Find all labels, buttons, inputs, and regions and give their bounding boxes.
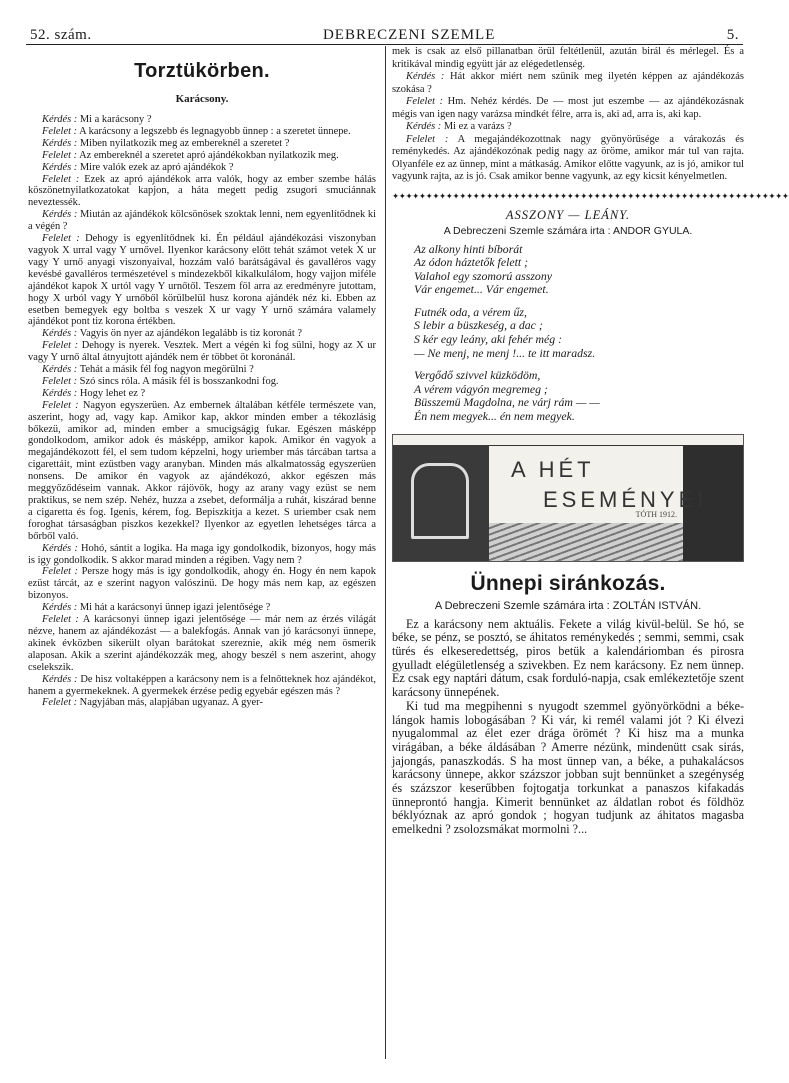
speaker-label: Kérdés :	[42, 673, 78, 685]
dialogue-paragraph	[28, 162, 376, 174]
dialogue-text: A karácsonyi ünnep igazi jelentősége — már nem az érzés világát nézve, hanem az ajándékozást — a balekfogás. Annak van jó karácsonyi ünnepe, akinek évközben sikerült olyan barátokat szereznie, akik még nem ösmerik alaposan. Akik a szerint ajándékozzák meg, ahogy beszél s nem aszerint, ahogy cselekszik.	[28, 614, 376, 673]
dialogue-text: Persze hogy más is igy gondolkodik, ahogy én. Hogy én nem kapok ezüst tárcát, az e szerint nagyon valószinü. De hogy más nem kap, az egészen bizonyos.	[28, 566, 376, 602]
dialogue-text: A megajándékozottnak nagy gyönyörűsége a várakozás és reménykedés. Az ajándékozónak pedig nagy az öröme, amikor már tul van rajta. Olyanféle ez az ünnep, mint a mátkaság. Amikor előtte vagyunk, az is jó, amikor tul vagyunk rajta, az is jó. Csak amikor benne vagyunk, az egy kicsit kényelmetlen.	[392, 133, 744, 182]
speaker-label: Felelet :	[42, 173, 80, 185]
article2-byline: A Debreczeni Szemle számára irta : ZOLTÁN ISTVÁN.	[434, 599, 702, 612]
poem-line: Az alkony hinti bíborát	[414, 241, 523, 256]
speaker-label: Felelet :	[42, 375, 78, 387]
dialogue-body-continued	[392, 71, 744, 184]
dialogue-paragraph	[28, 114, 376, 126]
dialogue-paragraph	[28, 174, 376, 210]
header-rule	[26, 44, 743, 45]
dialogue-paragraph	[392, 71, 744, 96]
dialogue-text: Nagyjában más, alapjában ugyanaz. A gyer-	[77, 697, 263, 709]
poem-line: A vérem vágyón megremeg ;	[414, 381, 548, 396]
speaker-label: Kérdés :	[42, 364, 78, 376]
speaker-label: Kérdés :	[42, 114, 78, 125]
illustrated-banner	[392, 434, 744, 562]
poem-line: Vár engemet... Vár engemet.	[414, 282, 549, 297]
dialogue-paragraph	[28, 697, 376, 709]
speaker-label: Felelet :	[42, 566, 79, 578]
poem-stanza	[414, 306, 744, 360]
dialogue-paragraph	[28, 400, 376, 543]
dialogue-paragraph	[392, 121, 744, 134]
speaker-label: Felelet :	[406, 133, 449, 145]
dialogue-paragraph	[392, 134, 744, 184]
banner-camera-illustration	[393, 445, 489, 561]
banner-title-line1: A HÉT	[511, 456, 595, 482]
dialogue-paragraph	[28, 543, 376, 567]
continuation-paragraph: mek is csak az első pillanatban örül feltétlenül, azután birál és mérlegel. És a kritikával mindig együtt jár az elégedetlenség.	[392, 46, 744, 70]
poem-byline: A Debreczeni Szemle számára irta : ANDOR GYULA.	[443, 224, 693, 237]
page-header	[30, 22, 739, 44]
dialogue-text: Miután az ajándékok kölcsönösek szoktak lenni, nem egyenlítődnek ki a végén ?	[28, 209, 376, 233]
article2-paragraph: Ki tud ma megpihenni s nyugodt szemmel gyönyörködni a béke-lángok hamis lobogásában ? Ki vár, ki remél valami jót ? Ki élvezi nyugalommal az élet ezer drága örömét ? Ki hisz ma a munka virágában, a béke áldásában ? Amerre nézünk, mindenütt csak sirás, jajongás, panaszkodás. S ha most ünnep van, a béke, a puhakalácsos karácsony ünnepe, akkor százszor jobban sujt bennünket a szegénység és százszor keserűbben fojtogatja torkunkat a panaszos kifakadás ünneprontó hangja. Kimerit bennünket az áldatlan robot és földhöz béklyóznak az apró gondok ; hogyan tudjunk az áhitatos magasba emelkedni ? zsolozsmákat mormolni ?...	[392, 698, 744, 837]
speaker-label: Kérdés :	[42, 209, 78, 221]
dialogue-paragraph	[392, 96, 744, 121]
dialogue-text: Tehát a másik fél fog nagyon megörülni ?	[77, 364, 254, 376]
poem-line: Az ódon háztetők felett ;	[414, 255, 529, 270]
dialogue-text: Hm. Nehéz kérdés. De — most jut eszembe — az ajándékozásnak mégis van igen nagy varázsa mindkét félre, arra is, aki ad, arra is, aki kap.	[392, 96, 744, 120]
poem-line: Futnék oda, a vérem űz,	[414, 304, 527, 319]
dialogue-paragraph	[28, 566, 376, 602]
page-number: 5.	[726, 27, 739, 43]
poem-line: — Ne menj, ne menj !... te itt maradsz.	[414, 345, 596, 360]
banner-ground-hatching	[489, 523, 683, 561]
dialogue-paragraph	[28, 602, 376, 614]
ornament-divider: ✦✦✦✦✦✦✦✦✦✦✦✦✦✦✦✦✦✦✦✦✦✦✦✦✦✦✦✦✦✦✦✦✦✦✦✦✦✦✦✦✦✦✦✦✦✦✦✦✦✦✦✦✦✦✦✦✦✦✦	[392, 191, 789, 202]
speaker-label: Kérdés :	[42, 387, 78, 399]
dialogue-paragraph	[28, 138, 376, 150]
dialogue-text: Nagyon egyszerüen. Az embernek általában kétféle természete van, aszerint, hogy ad, vagy kap. Amikor kap, akkor minden ember a tékozlásig bőkezü, amikor ad, minden ember a smucigságig fukar. Egészen másképp gondolkodom, amikor adok és másképp, amikor kapok. Amikor én vagyok a megajándékozott fél, el sem tudom képzelni, hogy uriember más tárcában tartsa a cigarettáit, mint ezüstben vagy aranyban. Minden más alkalmatosság egyszerüen nonsens. De amikor én vagyok az ajándékozó, akkor egészen más meggyőződéseim vannak. Akkor rájövök, hogy az arany vagy ezüst se nem praktikus, se nem szép. Nehéz, huzza a zsebet, deformálja a ruhát, kiszárad benne a cigaretta és fog. Igenis, kérem, fog. Bepiszkitja a kezet. S uriember csak nem foroghat társaságban piszkos kezekkel? Ilyenkor az egyetlen lehetséges tárca a bőrből való.	[28, 399, 376, 542]
dialogue-text: Ezek az apró ajándékok arra valók, hogy az ember szembe hálás köszönetnyilatkozatokat kapjon, a háta megett pedig zsugori smuciánnak neveztessék.	[28, 173, 376, 209]
speaker-label: Felelet :	[42, 233, 80, 245]
dialogue-text: Vagyis ön nyer az ajándékon legalább is tiz koronát ?	[77, 328, 303, 340]
dialogue-text: Hát akkor miért nem szünik meg ilyetén képpen az ajándékozás szokása ?	[392, 71, 744, 95]
speaker-label: Felelet :	[42, 340, 79, 352]
dialogue-paragraph	[28, 126, 376, 138]
dialogue-paragraph	[28, 340, 376, 364]
dialogue-text: Szó sincs róla. A másik fél is bosszankodni fog.	[77, 375, 279, 387]
speaker-label: Felelet :	[42, 125, 78, 137]
speaker-label: Felelet :	[42, 614, 79, 626]
speaker-label: Kérdés :	[42, 137, 78, 149]
speaker-label: Kérdés :	[42, 161, 78, 173]
poem-stanza	[414, 369, 744, 423]
dialogue-text: Mi hát a karácsonyi ünnep igazi jelentősége ?	[77, 602, 271, 614]
poem-stanza	[414, 243, 744, 297]
banner-signature: TÓTH 1912.	[635, 509, 677, 519]
left-column	[28, 46, 376, 709]
dialogue-text: Az embereknél a szeretet apró ajándékokban nyilatkozik meg.	[77, 149, 339, 161]
dialogue-text: Dehogy is nyerek. Vesztek. Mert a végén ki fog sülni, hogy az X ur vagy Y urnő által átnyujtott ajándék nem ér többet öt koronánál.	[28, 340, 376, 364]
speaker-label: Kérdés :	[42, 602, 78, 614]
dialogue-text: Hogy lehet ez ?	[77, 387, 146, 399]
dialogue-text: Dehogy is egyenlítődnek ki. Én például ajándékozási viszonyban vagyok X urral vagy Y urnővel. Ilyenkor karácsony előtt tehát számot vetek X ur vagy Y urnő anyagi viszonyaival, hozzám való barátságával és gavalléros vagy kevésbé gavalléros természetével s mindezekből kikalkulálom, hogy vajjon miféle ajándékot kapok X urtól vagy Y urnőtől. Teszem föl arra az eredményre jutottam, hogy X urból vagy Y urnőből körülbelül husz korona ajándék néz ki. Ebben az esetben bemegyek egy boltba s veszek X ur vagy Y urnő számára valamely ajándékot pont tiz korona értékben.	[28, 233, 376, 328]
poem-line: Büsszemü Magdolna, ne várj rám — —	[414, 395, 600, 410]
speaker-label: Felelet :	[42, 149, 78, 161]
dialogue-body	[28, 114, 376, 709]
dialogue-paragraph	[28, 233, 376, 328]
speaker-label: Kérdés :	[406, 121, 442, 132]
poem-title: ASSZONY — LEÁNY.	[505, 207, 631, 222]
speaker-label: Kérdés :	[42, 328, 78, 340]
issue-number: 52. szám.	[30, 27, 92, 43]
dialogue-paragraph	[28, 150, 376, 162]
poem-line: S lebir a büszkeség, a dac ;	[414, 318, 543, 333]
dialogue-paragraph	[28, 674, 376, 698]
dialogue-paragraph	[28, 388, 376, 400]
dialogue-text: Miben nyilatkozik meg az embereknél a szeretet ?	[77, 137, 290, 149]
dialogue-paragraph	[28, 209, 376, 233]
dialogue-text: De hisz voltaképpen a karácsony nem is a felnőtteknek hoz ajándékot, hanem a gyermekeknek. A gyermekek érzése pedig egyebár egészen más ?	[28, 673, 376, 697]
journal-title: DEBRECZENI SZEMLE	[322, 27, 496, 43]
banner-title-line2: ESEMÉNYEI	[543, 486, 708, 512]
speaker-label: Felelet :	[42, 399, 79, 411]
dialogue-text: Mi a karácsony ?	[77, 114, 152, 125]
dialogue-text: Mire valók ezek az apró ajándékok ?	[77, 161, 234, 173]
poem-body	[392, 243, 744, 424]
dialogue-paragraph	[28, 376, 376, 388]
article-title: Torztükörben.	[134, 60, 270, 82]
dialogue-paragraph	[28, 364, 376, 376]
dialogue-text: Hohó, sántit a logika. Ha maga igy gondolkodik, bizonyos, hogy más is igy gondolkodik. S akkor marad minden a régiben. Vagy nem ?	[28, 542, 376, 566]
column-rule	[385, 46, 386, 1059]
dialogue-paragraph	[28, 614, 376, 674]
poem-line: Én nem megyek... én nem megyek.	[414, 409, 575, 424]
poem-line: S kér egy leány, aki fehér még :	[414, 332, 563, 347]
poem-line: Vergődő szivvel küzködöm,	[414, 368, 541, 383]
dialogue-text: A karácsony a legszebb és legnagyobb ünnep : a szeretet ünnepe.	[77, 125, 351, 137]
speaker-label: Kérdés :	[406, 71, 445, 82]
speaker-label: Kérdés :	[42, 542, 78, 554]
speaker-label: Felelet :	[42, 697, 78, 709]
poem-line: Valahol egy szomorú asszony	[414, 268, 552, 283]
article-subtitle: Karácsony.	[175, 93, 229, 105]
speaker-label: Felelet :	[406, 96, 444, 107]
dialogue-paragraph	[28, 328, 376, 340]
article2-title: Ünnepi siránkozás.	[470, 571, 666, 595]
article2-paragraph: Ez a karácsony nem aktuális. Fekete a világ kivül-belül. Se hó, se béke, se pénz, se posztó, se áhitatos reménykedés ; semmi, semmi, csak türés és elkeseredettség, piros betük a kalendáriomban és pirosra gyulladt elégületlenség a szivekben. Ez nem karácsony. Ez nem ünnep. Ez csak egy naptári dátum, csak forduló-napja, csak emlékeztetője szent karácsony ünnepének.	[392, 616, 744, 700]
right-column	[392, 46, 789, 837]
dialogue-text: Mi ez a varázs ?	[441, 121, 512, 132]
